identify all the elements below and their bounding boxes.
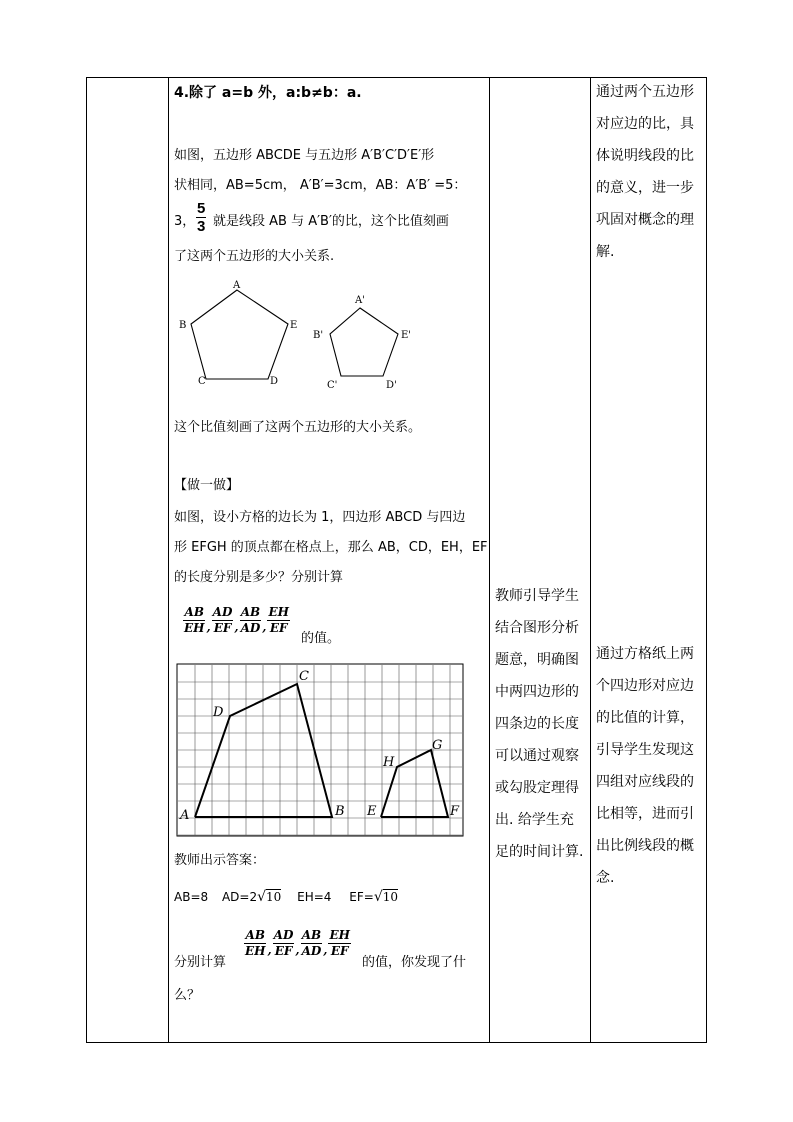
activity-line: 如图，设小方格的边长为 1，四边形 ABCD 与四边 — [174, 510, 466, 525]
activity-line: 形 EFGH 的顶点都在格点上，那么 AB，CD，EH，EF — [174, 540, 488, 555]
vertex-label: C — [198, 376, 206, 387]
answer-ab: AB=8 — [174, 890, 209, 904]
grid-vertex-label: E — [367, 804, 377, 819]
column-divider — [168, 78, 169, 1042]
grid-vertex-label: A — [180, 808, 190, 823]
compute-suffix: 的值，你发现了什 — [362, 955, 467, 970]
grid-figure — [176, 663, 464, 837]
vertex-label: B — [179, 320, 187, 331]
vertex-label: B' — [313, 330, 324, 341]
intro-line: 状相同，AB=5cm， A′B′=3cm，AB：A′B′ =5： — [174, 178, 467, 193]
grid-vertex-label: D — [213, 705, 224, 720]
vertex-label: E' — [401, 330, 412, 341]
intent-bottom: 通过方格纸上两个四边形对应边的比值的计算，引导学生发现这四组对应线段的比相等，进而引出比例线段的概念. — [596, 646, 694, 886]
intro-line: 就是线段 AB 与 A′B′的比，这个比值刻画 — [213, 214, 449, 229]
vertex-label: E — [290, 320, 298, 331]
ratio-numerator: 5 — [197, 200, 206, 217]
fraction: $\frac{EH}{EF}$ — [329, 928, 350, 958]
ratio-denominator: 3 — [197, 218, 206, 235]
intro-line: 3， — [174, 214, 196, 229]
vertex-label: D — [270, 376, 279, 387]
grid-vertex-label: H — [383, 755, 395, 770]
activity-line: 的长度分别是多少？分别计算 — [174, 570, 344, 585]
answer-ad: AD=2 — [221, 890, 258, 904]
intent-top: 通过两个五边形对应边的比，具体说明线段的比的意义，进一步巩固对概念的理解. — [596, 84, 694, 260]
answer-ef: EF= — [349, 890, 374, 904]
summary-line: 这个比值刻画了这两个五边形的大小关系。 — [174, 420, 422, 435]
fraction: $\frac{AB}{EH}$ — [245, 928, 266, 958]
teacher-guidance: 教师引导学生结合图形分析题意，明确图中两四边形的四条边的长度可以通过观察或勾股定理得出. 给学生充足的时间计算. — [495, 588, 584, 860]
small-pentagon — [330, 308, 398, 376]
section-heading: 4.除了 a=b 外，a:b≠b：a. — [174, 85, 362, 101]
fraction: $\frac{AD}{EF}$ — [212, 605, 233, 635]
vertex-label: A — [233, 280, 241, 291]
vertex-label: A' — [355, 295, 365, 306]
column-divider — [489, 78, 490, 1042]
column-divider — [590, 78, 591, 1042]
pentagons-figure — [172, 278, 412, 396]
vertex-label: C' — [327, 380, 338, 391]
intro-line: 了这两个五边形的大小关系. — [174, 249, 335, 264]
answer-title: 教师出示答案： — [174, 853, 266, 868]
grid-vertex-label: G — [432, 738, 443, 753]
vertex-label: D' — [386, 380, 397, 391]
fraction: $\frac{EH}{EF}$ — [268, 605, 289, 635]
answer-eh: EH=4 — [297, 890, 332, 904]
values-suffix: 的值。 — [301, 631, 341, 646]
grid-vertex-label: C — [299, 669, 309, 684]
answer-line: AB=8 AD=2√10 EH=4 EF=√10 — [174, 889, 399, 905]
ratio-fraction — [196, 200, 206, 235]
answer-ef-radicand: 10 — [382, 890, 399, 904]
compute-line2: 么？ — [174, 988, 201, 1003]
grid-vertex-label: B — [335, 804, 345, 819]
activity-title: 【做一做】 — [174, 478, 240, 493]
fraction-row: $\frac{AB}{EH}$ , $\frac{AD}{EF}$ , $\frac{AB}{AD}$ , $\frac{EH}{EF}$ — [184, 605, 289, 635]
fraction: $\frac{AB}{EH}$ — [184, 605, 205, 635]
large-pentagon — [191, 290, 288, 379]
compute-prefix: 分别计算 — [174, 955, 227, 970]
fraction: $\frac{AB}{AD}$ — [301, 928, 322, 958]
fraction: $\frac{AD}{EF}$ — [273, 928, 294, 958]
intro-line: 如图，五边形 ABCDE 与五边形 A′B′C′D′E′形 — [174, 148, 435, 163]
answer-ad-radicand: 10 — [266, 890, 282, 904]
fraction-row: $\frac{AB}{EH}$ , $\frac{AD}{EF}$ , $\frac{AB}{AD}$ , $\frac{EH}{EF}$ — [245, 928, 350, 958]
fraction: $\frac{AB}{AD}$ — [240, 605, 261, 635]
grid-vertex-label: F — [450, 804, 460, 819]
